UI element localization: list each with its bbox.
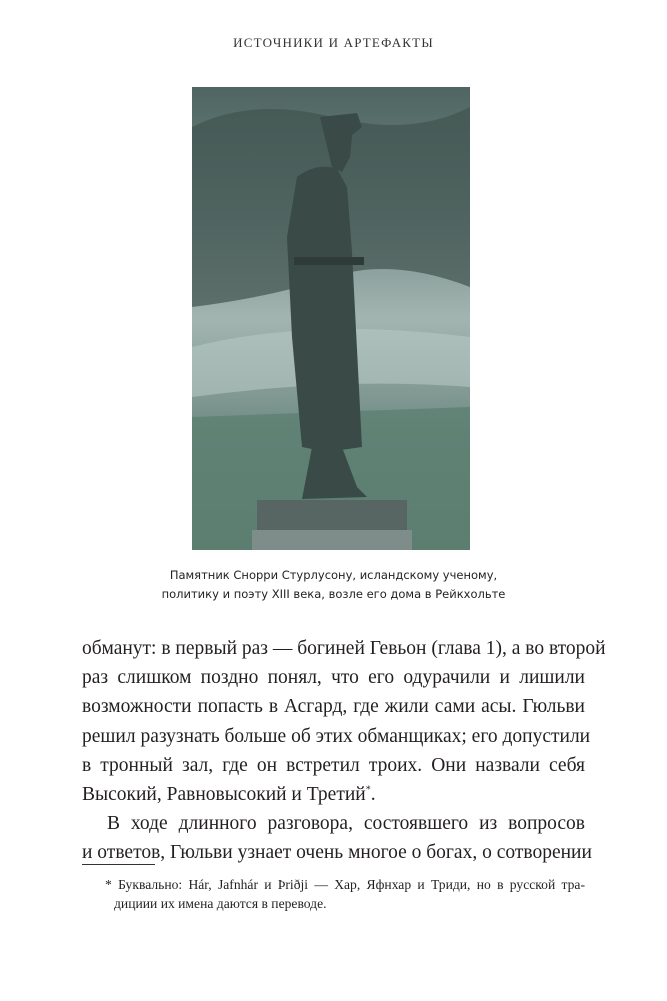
footnote-line: * Буквально: Hár, Jafnhár и Þriðji — Хар, Яфнхар и Триди, но в русской тра-	[105, 877, 585, 892]
body-paragraph-1	[82, 634, 606, 809]
footnote-ref[interactable]: *	[365, 784, 371, 796]
text-line: раз слишком поздно понял, что его одурачили и лишили	[82, 667, 585, 689]
caption-line: политику и поэту XIII века, возле его дома в Рейкхольте	[161, 587, 506, 601]
footnote-line: дициии их имена даются в переводе.	[114, 896, 327, 911]
text-fragment: .	[370, 783, 376, 805]
text-line: и ответов, Гюльви узнает очень многое о богах, о сотворении	[82, 842, 592, 864]
text-line: возможности попасть в Асгард, где жили сами асы. Гюльви	[82, 696, 585, 718]
text-line	[82, 780, 585, 809]
text-line: В ходе длинного разговора, состоявшего из вопросов	[107, 813, 585, 834]
body-paragraph-2	[82, 809, 592, 867]
statue-photo	[192, 87, 470, 550]
figure-caption	[0, 566, 667, 604]
text-fragment: Высокий, Равновысокий и Третий	[82, 783, 366, 805]
text-line: в тронный зал, где он встретил троих. Они назвали себя	[82, 754, 585, 776]
footnote-divider	[82, 864, 155, 865]
caption-line: Памятник Снорри Стурлусону, исландскому ученому,	[169, 568, 498, 582]
text-line: обманут: в первый раз — богиней Гевьон (глава 1), а во второй	[82, 638, 606, 659]
text-line: решил разузнать больше об этих обманщиках; его допустили	[82, 725, 591, 747]
footnote	[105, 875, 585, 913]
running-header: ИСТОЧНИКИ И АРТЕФАКТЫ	[233, 35, 434, 50]
